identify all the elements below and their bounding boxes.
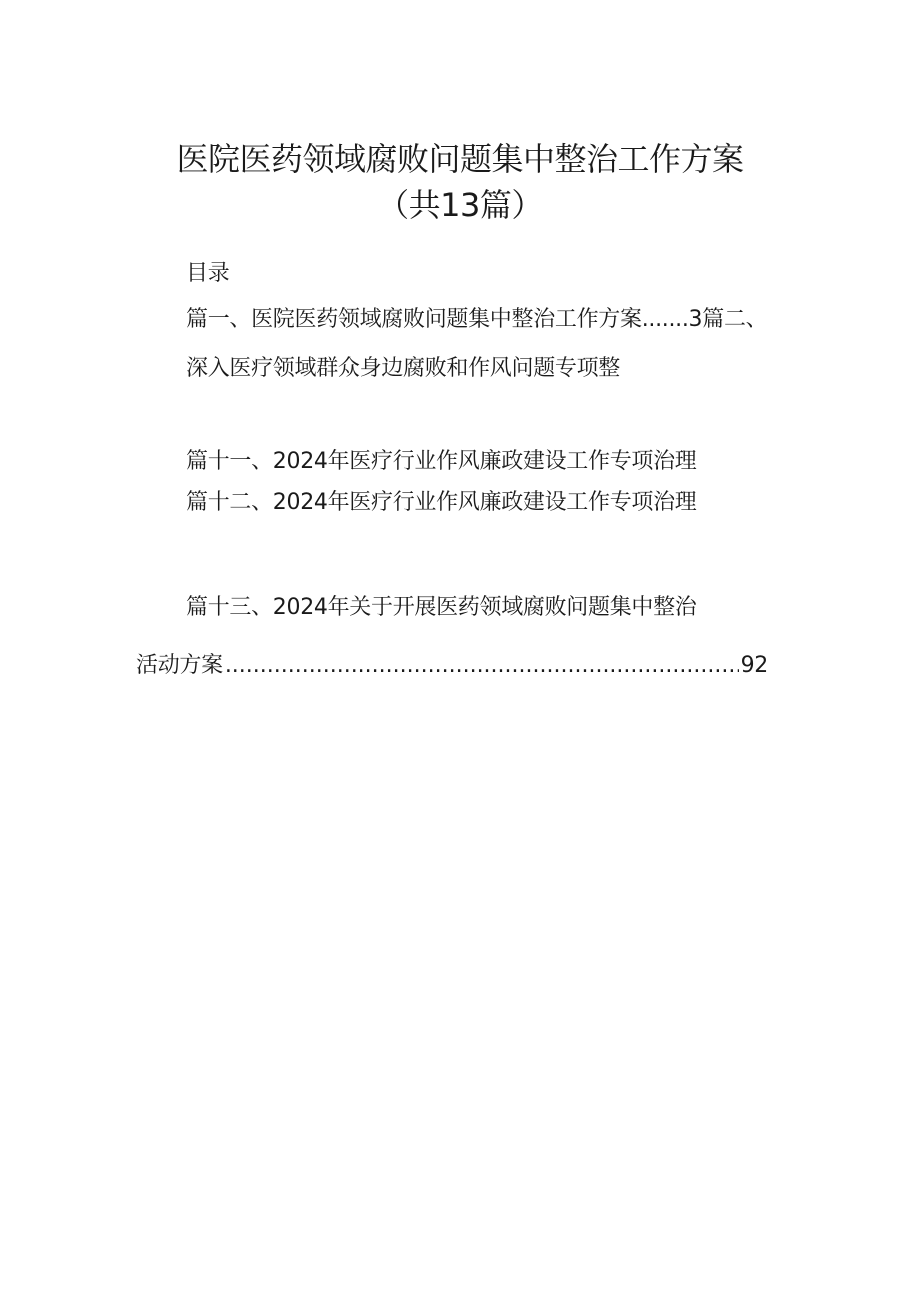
toc-entry-13-continuation xyxy=(136,648,768,679)
toc-entry-12: 篇十二、2024年医疗行业作风廉政建设工作专项治理 xyxy=(186,490,697,515)
document-subtitle: （共13篇） xyxy=(377,186,543,224)
toc-entry-13-text: 活动方案 xyxy=(136,653,223,678)
toc-entry-13-page: 92 xyxy=(740,653,768,678)
toc-entry-2: 深入医疗领域群众身边腐败和作风问题专项整 xyxy=(186,356,621,381)
toc-heading: 目录 xyxy=(186,261,230,286)
toc-entry-11: 篇十一、2024年医疗行业作风廉政建设工作专项治理 xyxy=(186,449,697,474)
toc-entry-13: 篇十三、2024年关于开展医药领域腐败问题集中整治 xyxy=(186,595,697,620)
toc-entry-1: 篇一、医院医药领域腐败问题集中整治工作方案.......3篇二、 xyxy=(186,307,768,332)
document-title: 医院医药领域腐败问题集中整治工作方案 xyxy=(176,140,744,178)
toc-leader-dots xyxy=(225,653,739,678)
